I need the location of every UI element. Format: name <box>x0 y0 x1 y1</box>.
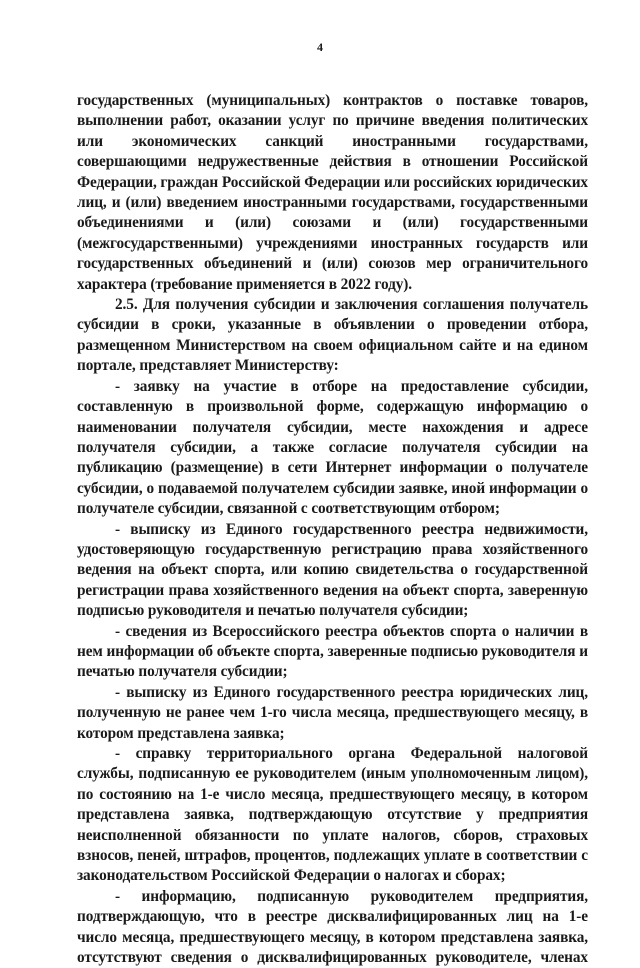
list-item-legal-entities-extract: - выписку из Единого государственного реестра юридических лиц, полученную не ранее чем 1-го числа месяца, предшествующего месяцу, в котором представлена заявка; <box>77 683 588 742</box>
paragraph-2-5: 2.5. Для получения субсидии и заключения соглашения получатель субсидии в сроки, указанные в объявлении о проведении отбора, размещенном Министерством на своем официальном сайте и на едином портале, представляет Министерству: <box>77 296 588 375</box>
list-item-sports-registry: - сведения из Всероссийского реестра объектов спорта о наличии в нем информации об объекте спорта, заверенные подписью руководителя и печатью получателя субсидии; <box>77 622 588 681</box>
list-item-application: - заявку на участие в отборе на предоставление субсидии, составленную в произвольной форме, содержащую информацию о наименовании получателя субсидии, месте нахождения и адресе получателя субсидии, а также согласие получателя субсидии на публикацию (размещение) в сети Интернет информации о получателе субсидии, о подаваемой получателем субсидии заявке, иной информации о получателе субсидии, связанной с соответствующим отбором; <box>77 377 588 518</box>
paragraph-continued-prohibition: государственных (муниципальных) контрактов о поставке товаров, выполнении работ, оказании услуг по причине введения политических или экономических санкций иностранными государствами, совершающими недружественные действия в отношении Российской Федерации, граждан Российской Федерации или российских юридических лиц, и (или) введением иностранными государствами, государственными объединениями и (или) союзами и (или) государственными (межгосударственными) учреждениями иностранных государств или государственных объединений и (или) союзов мер ограничительного характера (требование применяется в 2022 году). <box>77 92 588 293</box>
document-body <box>77 91 588 968</box>
list-item-disqualified-persons: - информацию, подписанную руководителем предприятия, подтверждающую, что в реестре дисквалифицированных лиц на 1-е число месяца, предшествующего месяцу, в котором представлена заявка, отсутствуют сведения о дисквалифицированных руководителе, членах <box>77 887 588 967</box>
list-item-tax-certificate: - справку территориального органа Федеральной налоговой службы, подписанную ее руководителем (иным уполномоченным лицом), по состоянию на 1-е число месяца, предшествующего месяцу, в котором представлена заявка, подтверждающую отсутствие у предприятия неисполненной обязанности по уплате налогов, сборов, страховых взносов, пеней, штрафов, процентов, подлежащих уплате в соответствии с законодательством Российской Федерации о налогах и сборах; <box>77 745 588 885</box>
list-item-real-estate-extract: - выписку из Единого государственного реестра недвижимости, удостоверяющую государственную регистрацию права хозяйственного ведения на объект спорта, или копию свидетельства о государственной регистрации права хозяйственного ведения на объект спорта, заверенную подписью руководителя и печатью получателя субсидии; <box>77 520 588 620</box>
page-number: 4 <box>317 40 323 54</box>
